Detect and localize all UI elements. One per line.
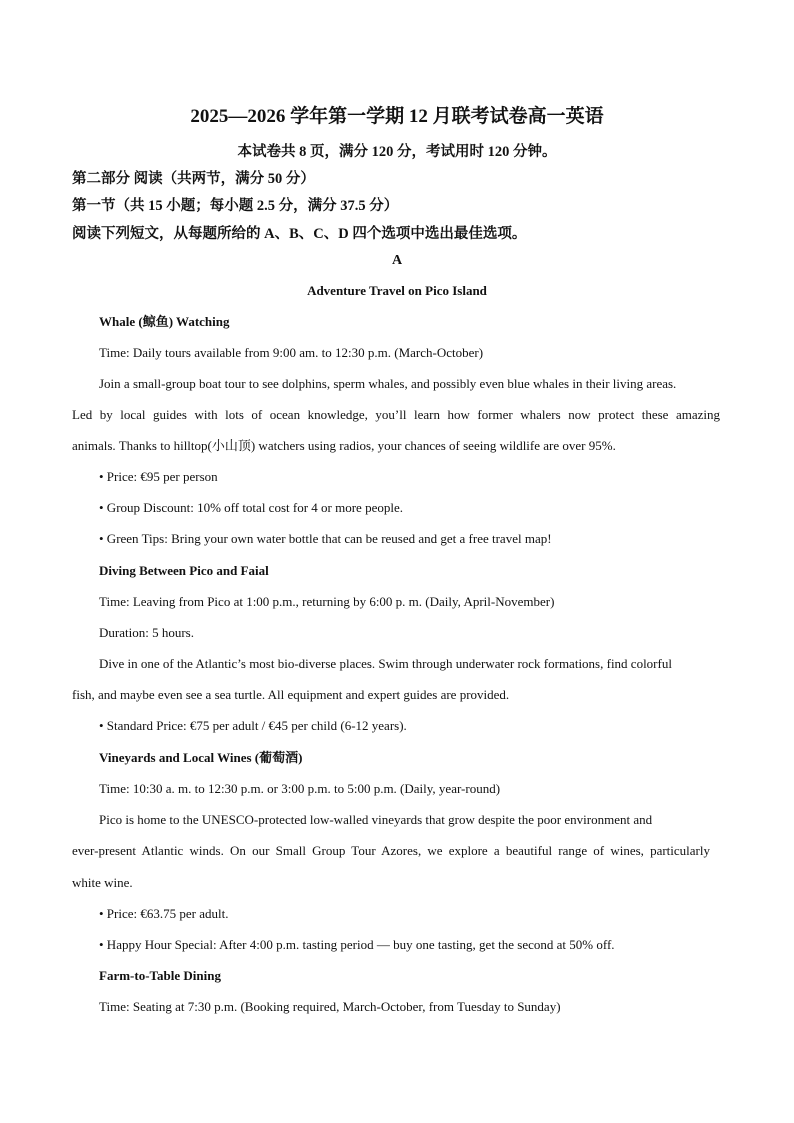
section-heading: 第一节（共 15 小题；每小题 2.5 分，满分 37.5 分） <box>72 198 399 214</box>
passage-letter: A <box>391 253 403 268</box>
diving-price: • Standard Price: €75 per adult / €45 per child (6-12 years). <box>99 718 407 733</box>
whale-body-2: Led by local guides with lots of ocean knowledge, you’ll learn how former whalers now protect these amazing <box>72 407 720 422</box>
whale-body-3: animals. Thanks to hilltop(小山顶) watchers using radios, your chances of seeing wildlife are over 95%. <box>72 438 616 453</box>
diving-body-2: fish, and maybe even see a sea turtle. All equipment and expert guides are provided. <box>72 687 510 702</box>
diving-duration: Duration: 5 hours. <box>99 625 194 640</box>
exam-info: 本试卷共 8 页，满分 120 分，考试用时 120 分钟。 <box>237 144 557 160</box>
diving-heading: Diving Between Pico and Faial <box>99 563 269 578</box>
farm-heading: Farm-to-Table Dining <box>99 968 221 983</box>
vineyards-special: • Happy Hour Special: After 4:00 p.m. tasting period — buy one tasting, get the second at 50% off. <box>99 937 615 952</box>
vineyards-price: • Price: €63.75 per adult. <box>99 906 229 921</box>
vineyards-time: Time: 10:30 a. m. to 12:30 p.m. or 3:00 p.m. to 5:00 p.m. (Daily, year-round) <box>99 781 501 796</box>
whale-time: Time: Daily tours available from 9:00 am. to 12:30 p.m. (March-October) <box>99 345 484 360</box>
vineyards-heading: Vineyards and Local Wines (葡萄酒) <box>99 750 303 765</box>
whale-price: • Price: €95 per person <box>99 469 218 484</box>
diving-time: Time: Leaving from Pico at 1:00 p.m., returning by 6:00 p. m. (Daily, April-November) <box>99 594 555 609</box>
exam-title: 2025—2026 学年第一学期 12 月联考试卷高一英语 <box>190 106 604 127</box>
whale-body-1: Join a small-group boat tour to see dolphins, sperm whales, and possibly even blue whales in their living areas. <box>99 376 677 391</box>
diving-body-1: Dive in one of the Atlantic’s most bio-diverse places. Swim through underwater rock formations, find colorful <box>99 656 672 671</box>
vineyards-body-1: Pico is home to the UNESCO-protected low-walled vineyards that grow despite the poor environment and <box>99 812 653 827</box>
vineyards-body-2: ever-present Atlantic winds. On our Small Group Tour Azores, we explore a beautiful range of wines, particularly <box>72 843 710 858</box>
instructions: 阅读下列短文，从每题所给的 A、B、C、D 四个选项中选出最佳选项。 <box>72 226 527 242</box>
whale-tips: • Green Tips: Bring your own water bottle that can be reused and get a free travel map! <box>99 531 552 546</box>
farm-time: Time: Seating at 7:30 p.m. (Booking required, March-October, from Tuesday to Sunday) <box>99 999 561 1014</box>
passage-title: Adventure Travel on Pico Island <box>307 283 487 298</box>
vineyards-body-3: white wine. <box>72 875 133 890</box>
whale-heading: Whale (鲸鱼) Watching <box>99 314 230 329</box>
part-heading: 第二部分 阅读（共两节，满分 50 分） <box>72 171 315 187</box>
whale-discount: • Group Discount: 10% off total cost for 4 or more people. <box>99 500 403 515</box>
